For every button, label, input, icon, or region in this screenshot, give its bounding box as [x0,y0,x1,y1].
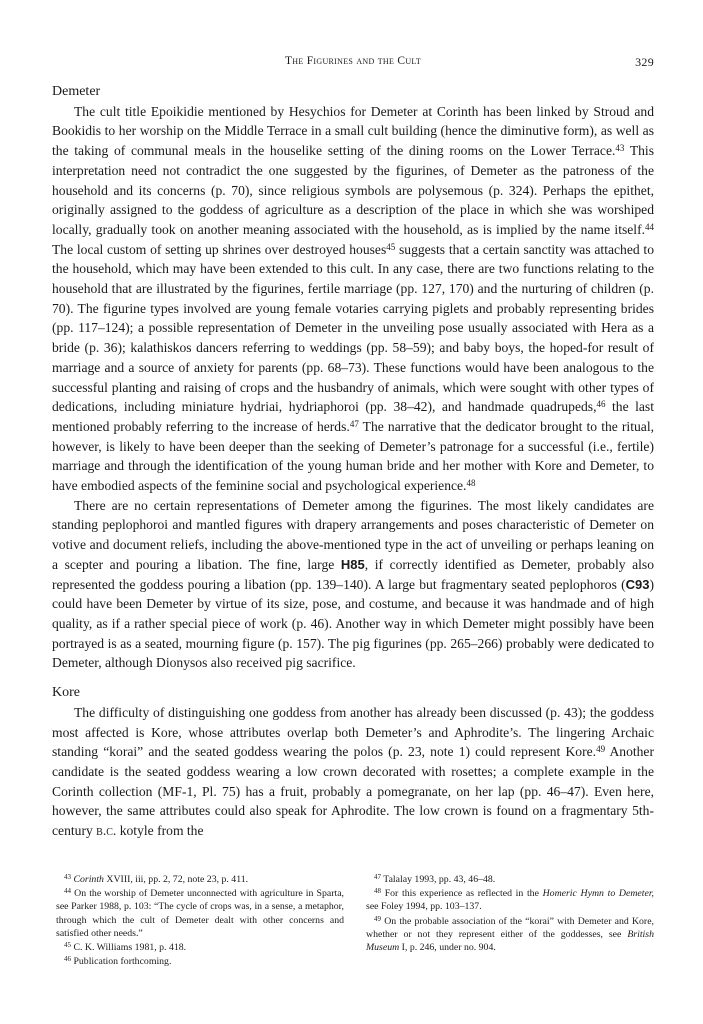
text-run: , if correctly identified as Demeter, probably also represented the goddess pouring a libation (pp. 139–140). A large but fragmentary seated peplophoros ( [52,556,654,592]
text-run: ) could have been Demeter by virtue of its size, pose, and costume, and because it was handmade and of high quality, as if a rather special piece of work (p. 46). Another way in which Demeter might possibly have been portrayed is as a seated, mourning figure (p. 157). The pig figurines (pp. 265–266) probably were dedicated to Demeter, although Dionysos also received pig sacrifice. [52,576,654,671]
text-run: This interpretation need not contradict the one suggested by the figurines, of Demeter as the patroness of the household and its concerns (p. 70), since religious symbols are polysemous (p. 324). Perhaps the epithet, originally assigned to the goddess of agriculture as a description of the place in which she was worshiped locally, gradually took on another meaning associated with the household, as is implied by the name itself. [52,143,654,237]
footnote-column-right [366,873,654,969]
era-abbreviation: b.c. [96,823,117,839]
text-run: Another candidate is the seated goddess wearing a low crown decorated with rosettes; a complete example in the Corinth collection (MF-1, Pl. 75) has a fruit, probably a pomegranate, on her lap (pp. 46–47). Even here, however, the same attributes could also speak for Aphrodite. The low crown is found on a fragmentary 5th-century [52,744,654,839]
running-title: The Figurines and the Cult [284,55,422,67]
catalogue-number: H85 [340,556,365,572]
catalogue-number: C93 [625,576,650,592]
footnote-number: 48 [374,887,381,896]
text-run: Publication forthcoming. [73,956,172,968]
footnote-number: 47 [374,872,381,881]
section-kore [52,683,654,841]
body-text [52,82,654,841]
text-run: The local custom of setting up shrines over destroyed houses [52,241,387,257]
footnote [56,887,344,940]
section-demeter [52,82,654,673]
footnotes [56,873,654,969]
text-run: suggests that a certain sanctity was attached to the household, which may have been extended to this cult. In any case, there are two functions relating to the household that are illustrated by the figurines, fertile marriage (pp. 127, 170) and the nurturing of children (p. 70). The figurine types involved are young female votaries carrying piglets and probably representing brides (pp. 117–124); a possible representation of Demeter in the unveiling pose usually associated with Hera as a bride (p. 36); kalathiskos dancers referring to weddings (pp. 58–59); and baby boys, the hoped-for result of marriage and a source of anxiety for parents (pp. 68–73). These functions would have been analogous to the successful planting and raising of crops and the husbandry of animals, which were sought with other types of dedications, including miniature hydriai, hydriaphoroi (pp. 38–42), and handmade quadrupeds, [52,241,654,415]
paragraph [52,496,654,673]
footnote-reference[interactable]: 46 [596,399,606,410]
footnote-number: 44 [64,887,71,896]
page-number: 329 [635,55,654,69]
text-run: C. K. Williams 1981, p. 418. [73,942,187,954]
footnote [56,955,344,968]
text-run: The narrative that the dedicator brought to the ritual, however, is likely to have been deeper than the seeking of Demeter’s patronage for a successful (i.e., fertile) marriage and through the identification of the young human bride and her mother with Kore and Demeter, to have embodied aspects of the feminine social and psychological experience. [52,418,654,494]
footnote-column-left [56,873,344,969]
footnote [56,941,344,954]
paragraph [52,703,654,841]
italic-title: Corinth [73,874,104,885]
footnote [56,873,344,886]
footnote [366,915,654,955]
italic-title: Homeric Hymn to Demeter, [542,888,654,900]
text-run: the last mentioned probably referring to the increase of herds. [52,399,654,434]
footnote [366,887,654,913]
running-head [52,55,654,71]
footnote-number: 43 [64,872,71,881]
text-run: On the worship of Demeter unconnected with agriculture in Sparta, see Parker 1988, p. 103: “The cycle of crops was, in a sense, a metaphor, through which the cult of Demeter dealt with other concerns and satisfied other needs.” [56,888,345,939]
footnote-number: 46 [64,955,71,964]
footnote-reference[interactable]: 47 [349,418,359,429]
section-heading-kore: Kore [52,685,80,701]
text-run: The difficulty of distinguishing one goddess from another has already been discussed (p. 43); the goddess most affected is Kore, whose attributes overlap both Demeter’s and Aphrodite’s. The lingering Archaic standing “korai” and the seated goddess wearing the polos (p. 23, note 1) could represent Kore. [52,704,654,760]
text-run: XVIII, iii, pp. 2, 72, note 23, p. 411. [103,874,249,885]
footnote-reference[interactable]: 44 [645,221,654,232]
text-run: The cult title Epoikidie mentioned by Hesychios for Demeter at Corinth has been linked by Stroud and Bookidis to her worship on the Middle Terrace in a small cult building (hence the diminutive form), as well as the taking of communal meals in the houselike setting of the dining rooms on the Lower Terrace. [52,103,654,159]
text-run: I, p. 246, under no. 904. [399,942,496,954]
italic-title: British Museum [366,928,654,954]
paragraph [52,102,654,496]
text-run: Talalay 1993, pp. 43, 46–48. [383,874,496,885]
footnote-reference[interactable]: 43 [615,143,625,154]
footnote-number: 45 [64,940,71,949]
footnote-reference[interactable]: 45 [386,241,396,252]
text-run: kotyle from the [116,823,204,839]
text-run: For this experience as reflected in the [384,888,543,900]
section-heading-demeter: Demeter [52,84,101,99]
footnote-number: 49 [374,914,381,923]
footnote-reference[interactable]: 48 [466,478,476,489]
text-run: see Foley 1994, pp. 103–137. [366,901,482,913]
text-run: There are no certain representations of Demeter among the figurines. The most likely candidates are standing peplophoroi and mantled figures with drapery arrangements and poses characteristic of Demeter on votive and document reliefs, including the above-mentioned type in the act of unveiling or perhaps leaning on a scepter and pouring a libation. The fine, large [52,497,654,572]
text-run: On the probable association of the “korai” with Demeter and Kore, whether or not they represent either of the goddesses, see [366,915,654,940]
footnote-reference[interactable]: 49 [596,744,606,755]
footnote [366,873,654,886]
